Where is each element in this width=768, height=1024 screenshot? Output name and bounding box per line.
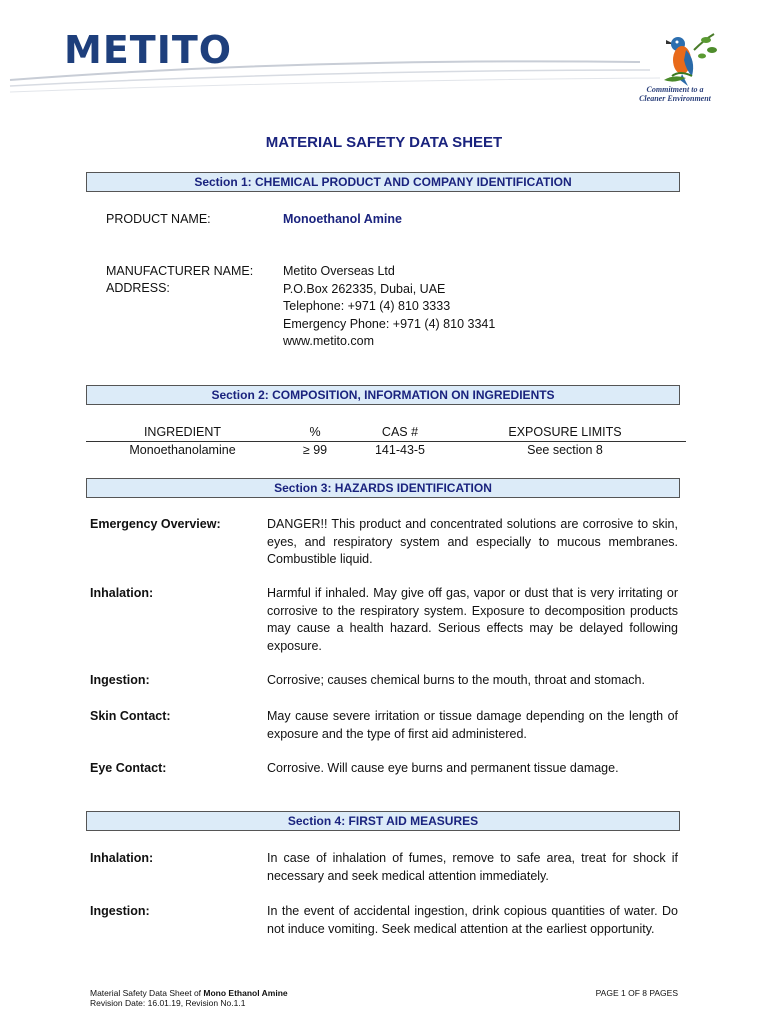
product-name-value: Monoethanol Amine [283, 212, 402, 226]
section-1-heading: Section 1: CHEMICAL PRODUCT AND COMPANY IDENTIFICATION [86, 172, 680, 192]
manufacturer-name-label: MANUFACTURER NAME: [106, 264, 254, 278]
product-name-label: PRODUCT NAME: [106, 212, 211, 226]
ingestion-hazard-text: Corrosive; causes chemical burns to the mouth, throat and stomach. [267, 673, 645, 687]
column-header-ingredient: INGREDIENT [143, 425, 222, 439]
tagline [600, 85, 750, 103]
footer-left [90, 988, 288, 1008]
tagline-line-1: Commitment to a [646, 85, 704, 94]
column-header-cas: CAS # [381, 425, 419, 439]
cell-percent: ≥ 99 [302, 443, 328, 457]
address-label: ADDRESS: [106, 281, 170, 295]
inhalation-hazard-text: Harmful if inhaled. May give off gas, vapor or dust that is very irritating or corrosive to the respiratory system. Exposure to decomposition products may cause a health hazard. Serious effects may be delayed following exposure. [267, 586, 678, 653]
column-header-percent: % [309, 425, 321, 439]
first-aid-ingestion-label: Ingestion: [90, 904, 150, 918]
address-line: Telephone: +971 (4) 810 3333 [283, 299, 451, 313]
cell-cas: 141-43-5 [374, 443, 426, 457]
footer-revision: Revision Date: 16.01.19, Revision No.1.1 [90, 998, 246, 1008]
ingestion-hazard-label: Ingestion: [90, 673, 150, 687]
first-aid-ingestion-text: In the event of accidental ingestion, drink copious quantities of water. Do not induce vomiting. Seek medical attention at the earliest opportunity. [267, 904, 678, 936]
skin-contact-label: Skin Contact: [90, 709, 171, 723]
cell-exposure-limits: See section 8 [527, 443, 603, 457]
address-line: Emergency Phone: +971 (4) 810 3341 [283, 316, 496, 331]
first-aid-inhalation-label: Inhalation: [90, 851, 154, 865]
footer-page-number: PAGE 1 OF 8 PAGES [595, 988, 678, 998]
kingfisher-bird-icon [652, 30, 722, 88]
footer-prefix: Material Safety Data Sheet of [90, 988, 204, 998]
emergency-overview-text: DANGER!! This product and concentrated solutions are corrosive to skin, eyes, and respiratory system and especially to mucous membranes. Combustible liquid. [267, 517, 678, 566]
metito-logo: METITO [64, 28, 233, 72]
first-aid-inhalation-text: In case of inhalation of fumes, remove to safe area, treat for shock if necessary and seek medical attention immediately. [267, 851, 678, 883]
skin-contact-text: May cause severe irritation or tissue damage depending on the length of exposure and the type of first aid administered. [267, 709, 678, 741]
address-block [283, 263, 495, 351]
inhalation-hazard-label: Inhalation: [90, 586, 154, 600]
website-link[interactable]: www.metito.com [283, 334, 374, 348]
footer-document-line [90, 988, 288, 998]
address-line: P.O.Box 262335, Dubai, UAE [283, 281, 446, 296]
table-divider [86, 441, 686, 442]
section-3-heading: Section 3: HAZARDS IDENTIFICATION [86, 478, 680, 498]
section-2-heading: Section 2: COMPOSITION, INFORMATION ON INGREDIENTS [86, 385, 680, 405]
eye-contact-text: Corrosive. Will cause eye burns and permanent tissue damage. [267, 761, 619, 775]
column-header-exposure-limits: EXPOSURE LIMITS [508, 425, 622, 439]
emergency-overview-label: Emergency Overview: [90, 517, 221, 531]
cell-ingredient: Monoethanolamine [129, 443, 236, 457]
tagline-line-2: Cleaner Environment [639, 94, 711, 103]
eye-contact-label: Eye Contact: [90, 761, 167, 775]
document-title: MATERIAL SAFETY DATA SHEET [265, 134, 503, 151]
address-line: Metito Overseas Ltd [283, 264, 395, 278]
section-4-heading: Section 4: FIRST AID MEASURES [86, 811, 680, 831]
footer-product: Mono Ethanol Amine [203, 988, 288, 998]
